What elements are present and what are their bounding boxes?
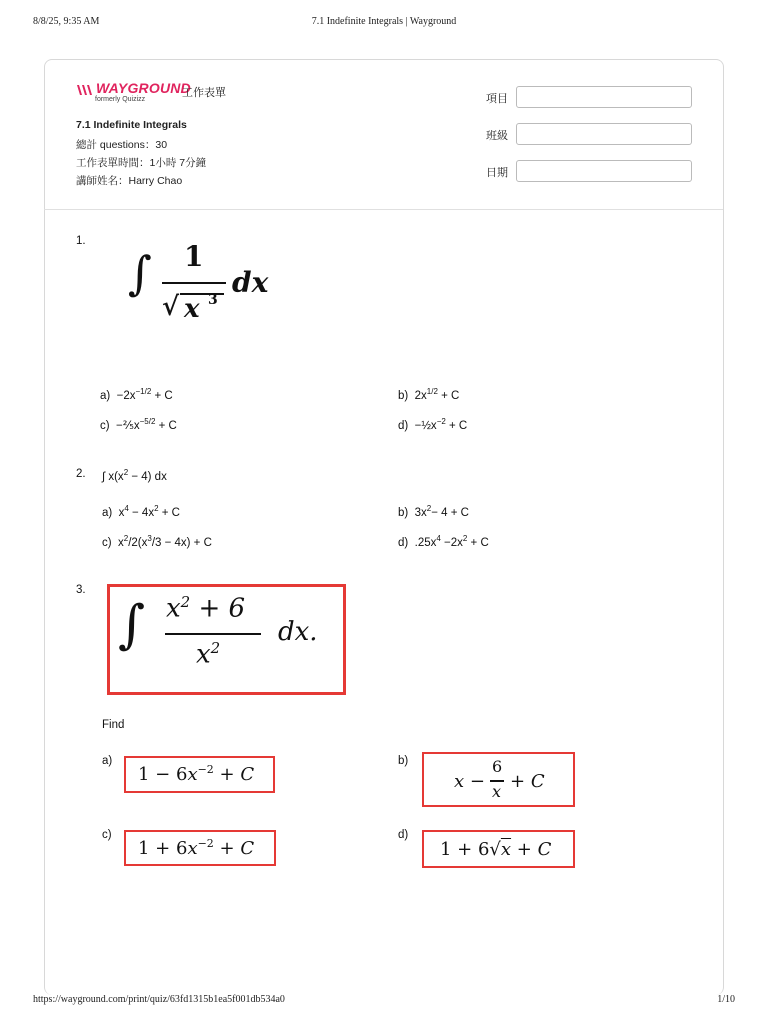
option-letter: d)	[398, 536, 409, 549]
print-header	[0, 14, 768, 30]
option-b[interactable]	[398, 387, 459, 402]
integral-sign: ∫	[128, 246, 152, 300]
question-prompt: Find	[102, 719, 125, 731]
fraction-bar	[162, 282, 226, 284]
class-field[interactable]	[516, 123, 692, 145]
wayground-mark-icon	[76, 83, 96, 97]
question-number: 2.	[76, 468, 86, 480]
fraction-denominator: x	[492, 782, 502, 801]
option-letter: b)	[398, 389, 409, 402]
option-letter: a)	[100, 389, 111, 402]
teacher-name: 講師姓名：Harry Chao	[76, 175, 183, 187]
option-text: $1 - 6x^{-2} + C$	[138, 763, 255, 785]
option-b[interactable]	[422, 752, 575, 807]
worksheet-time: 工作表單時間：1小時 7分鐘	[76, 157, 207, 169]
print-datetime: 8/8/25, 9:35 AM	[33, 16, 100, 27]
worksheet-title: 7.1 Indefinite Integrals	[76, 119, 187, 131]
numerator: 1	[184, 240, 204, 273]
option-letter: a)	[102, 755, 113, 767]
option-letter: d)	[398, 419, 409, 432]
integral-sign: ∫	[118, 595, 146, 655]
brand-logo	[76, 80, 191, 97]
fraction-numerator: 6	[492, 757, 503, 776]
option-letter: c)	[102, 829, 112, 841]
option-text: 1 + 6√x + C	[440, 839, 552, 860]
option-text: $1 + 6x^{-2} + C$	[138, 837, 255, 859]
option-d[interactable]	[422, 830, 575, 868]
differential: dx.	[278, 617, 318, 647]
option-text: $3x^2- 4 + C$	[414, 504, 469, 519]
option-letter: c)	[102, 536, 112, 549]
option-c[interactable]	[100, 417, 177, 432]
fraction-bar	[165, 633, 261, 635]
print-page-title: 7.1 Indefinite Integrals | Wayground	[311, 16, 457, 27]
date-field[interactable]	[516, 160, 692, 182]
item-field[interactable]	[516, 86, 692, 108]
option-c[interactable]	[124, 830, 276, 866]
option-letter: d)	[398, 829, 409, 841]
denominator: $x^2$	[196, 639, 221, 670]
field-label-date: 日期	[486, 167, 508, 179]
radicand: x	[184, 294, 200, 324]
option-text: $-\frac{2}{5}x^{-5/2} + C$	[115, 417, 177, 432]
option-text: x −	[454, 771, 485, 792]
question-count: 總計 questions：30	[76, 139, 168, 151]
option-letter: b)	[398, 506, 409, 519]
option-a[interactable]	[124, 756, 275, 793]
option-text: $-\frac{1}{2}x^{-2} + C$	[414, 417, 468, 432]
option-letter: b)	[398, 755, 409, 767]
header-divider	[44, 209, 723, 210]
field-label-item: 項目	[486, 93, 508, 105]
option-text: $2x^{1/2} + C$	[414, 387, 460, 402]
question-prompt: ∫ $x(x^2 - 4)$ dx	[102, 468, 167, 483]
option-letter: c)	[100, 419, 110, 432]
option-c[interactable]	[102, 534, 212, 549]
option-text: $-2x^{-1/2} + C$	[116, 387, 173, 402]
question-3-image	[107, 584, 346, 695]
worksheet-badge: 工作表單	[182, 87, 226, 99]
print-footer	[0, 992, 768, 1008]
option-b[interactable]	[398, 504, 469, 519]
question-number: 1.	[76, 235, 86, 247]
option-tail: + C	[510, 771, 545, 792]
option-d[interactable]	[398, 417, 467, 432]
option-letter: a)	[102, 506, 113, 519]
option-text: $x^2/2(x^3/3 - 4x) + C$	[117, 534, 212, 549]
sqrt-sign: √	[162, 292, 180, 322]
radicand-power: 3	[208, 292, 218, 308]
print-url: https://wayground.com/print/quiz/63fd1315b1ea5f001db534a0	[33, 994, 285, 1005]
option-a[interactable]	[100, 387, 173, 402]
brand-name: WAYGROUND	[96, 80, 191, 96]
option-a[interactable]	[102, 504, 180, 519]
numerator: $x^2 + 6$	[166, 593, 246, 624]
question-number: 3.	[76, 584, 86, 596]
differential: dx	[232, 266, 269, 299]
field-label-class: 班級	[486, 130, 508, 142]
option-text: $x^4 - 4x^2 + C$	[118, 504, 180, 519]
option-text: $.25x^4 -2x^2 + C$	[414, 534, 489, 549]
option-d[interactable]	[398, 534, 489, 549]
page-number: 1/10	[717, 994, 735, 1005]
question-1-integral	[128, 240, 278, 340]
brand-subtitle: formerly Quizizz	[95, 96, 146, 103]
